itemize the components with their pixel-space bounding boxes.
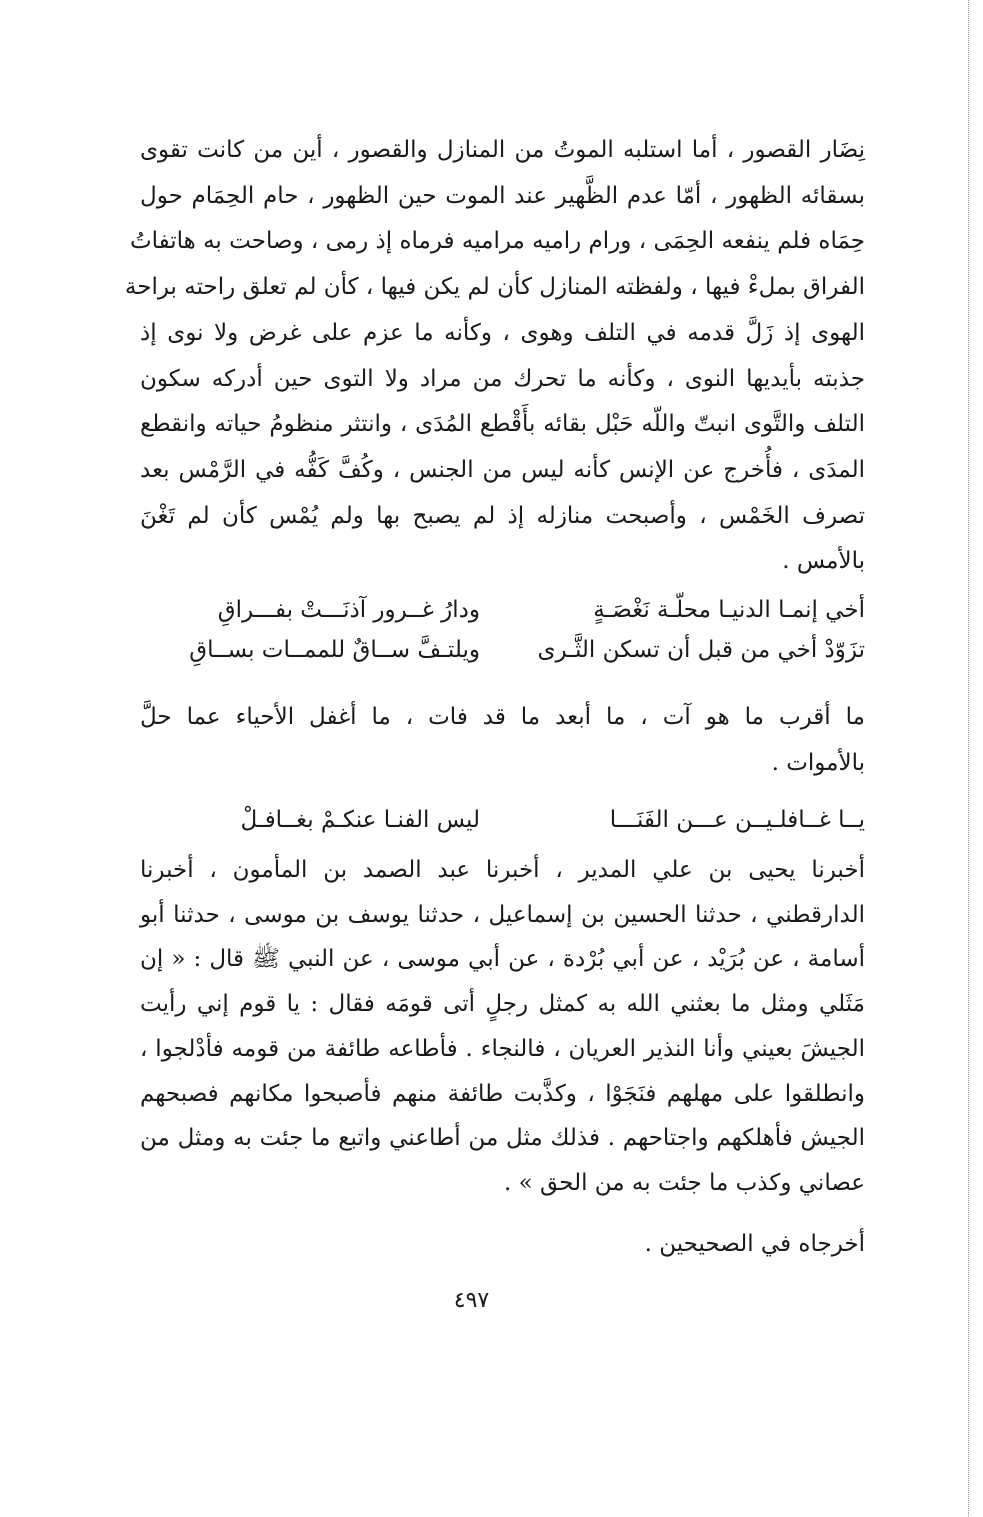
hadith-paragraph	[140, 848, 865, 1206]
text-line: تصرف الخَمْس ، وأصبحت منازله إذ لم يصبح بها ولم يُمْس كأن لم تَغْنَ	[140, 502, 865, 529]
page-number: ٤٩٧	[453, 1288, 490, 1313]
text-line: الجيش فأهلكهم واجتاحهم . فذلك مثل من أطاعني واتبع ما جئت به ومثل من	[140, 1125, 865, 1152]
text-line: الهوى إذ زَلَّ قدمه في التلف وهوى ، وكأنه ما عزم على غرض ولا نوى إذ	[140, 319, 865, 346]
text-line: نِضَار القصور ، أما استلبه الموتُ من المنازل والقصور ، أين من كانت تقوى	[140, 137, 865, 163]
paragraph-1	[124, 128, 865, 585]
text-line: مَثَلي ومثل ما بعثني الله به كمثل رجلٍ أتى قومَه فقال : يا قوم إني رأيت	[140, 991, 865, 1018]
text-line: بالأمس .	[782, 548, 865, 575]
text-line: الدارقطني ، حدثنا الحسين بن إسماعيل ، حدثنا يوسف بن موسى ، حدثنا أبو	[140, 901, 865, 928]
paragraph-2	[140, 694, 865, 786]
text-line: الفراق بملءْ فيها ، ولفظته المنازل كأن لم يكن فيها ، كأن لم تعلق راحته براحة	[124, 274, 865, 301]
verse-second-hemistich: ليس الفنـا عنكـمْ بغــافـلْ	[240, 807, 480, 833]
verse-first-hemistich: يــا غــافلـيــن عـــن الفَنَـــا	[609, 807, 865, 833]
poem-1	[140, 590, 865, 670]
text-line: أسامة ، عن بُرَيْد ، عن أبي بُرْدة ، عن أبي موسى ، عن النبي ﷺ قال : « إن	[140, 946, 865, 973]
text-line: المدَى ، فأُخرج عن الإنس كأنه ليس من الجنس ، وكُفَّ كَفُّه في الرَّمْس بعد	[140, 456, 865, 483]
text-line: الجيشَ بعيني وأنا النذير العريان ، فالنجاء . فأطاعه طائفة من قومه فأدْلجوا ،	[140, 1035, 865, 1062]
verse-first-hemistich: أخي إنمـا الدنيـا محلّـة نَغْصَـةٍ	[593, 597, 865, 623]
text-line: عصاني وكذب ما جئت به من الحق » .	[504, 1169, 865, 1196]
poem-verse	[140, 800, 865, 840]
text-line: وانطلقوا على مهلهم فنَجَوْا ، وكذَّبت طائفة منهم فأصبحوا مكانهم فصبحهم	[140, 1080, 865, 1107]
text-line: بسقائه الظهور ، أمّا عدم الظَّهير عند الموت حين الظهور ، حام الحِمَام حول	[140, 182, 865, 209]
text-line: حِمَاه فلم ينفعه الحِمَى ، ورام راميه مراميه فرماه إذ رمى ، وصاحت به هاتفاتُ	[129, 228, 865, 255]
text-line: بالأموات .	[771, 750, 865, 776]
poem-2	[140, 800, 865, 840]
poem-verse	[140, 630, 865, 670]
source-note: أخرجاه في الصحيحين .	[644, 1231, 865, 1257]
verse-first-hemistich: تزَوّدْ أخي من قبل أن تسكن الثَّـرى	[537, 637, 865, 663]
poem-verse	[140, 590, 865, 630]
text-line: أخبرنا يحيى بن علي المدير ، أخبرنا عبد الصمد بن المأمون ، أخبرنا	[140, 857, 865, 883]
verse-second-hemistich: ويلتـفَّ ســاقٌ للممــات بســاقِ	[189, 637, 480, 663]
text-line: ما أقرب ما هو آت ، ما أبعد ما قد فات ، ما أغفل الأحياء عما حلَّ	[140, 704, 865, 730]
verse-second-hemistich: ودارُ غــرور آذنَـــتْ بفـــراقِ	[217, 597, 480, 623]
text-line: التلف والتَّوى انبتّ واللّه حَبْل بقائه بأَقْطع المُدَى ، وانتثر منظومُ حياته وانقطع	[140, 411, 865, 438]
text-line: جذبته بأيديها النوى ، وكأنه ما تحرك من مراد ولا التوى حين أدركه سكون	[140, 365, 865, 392]
